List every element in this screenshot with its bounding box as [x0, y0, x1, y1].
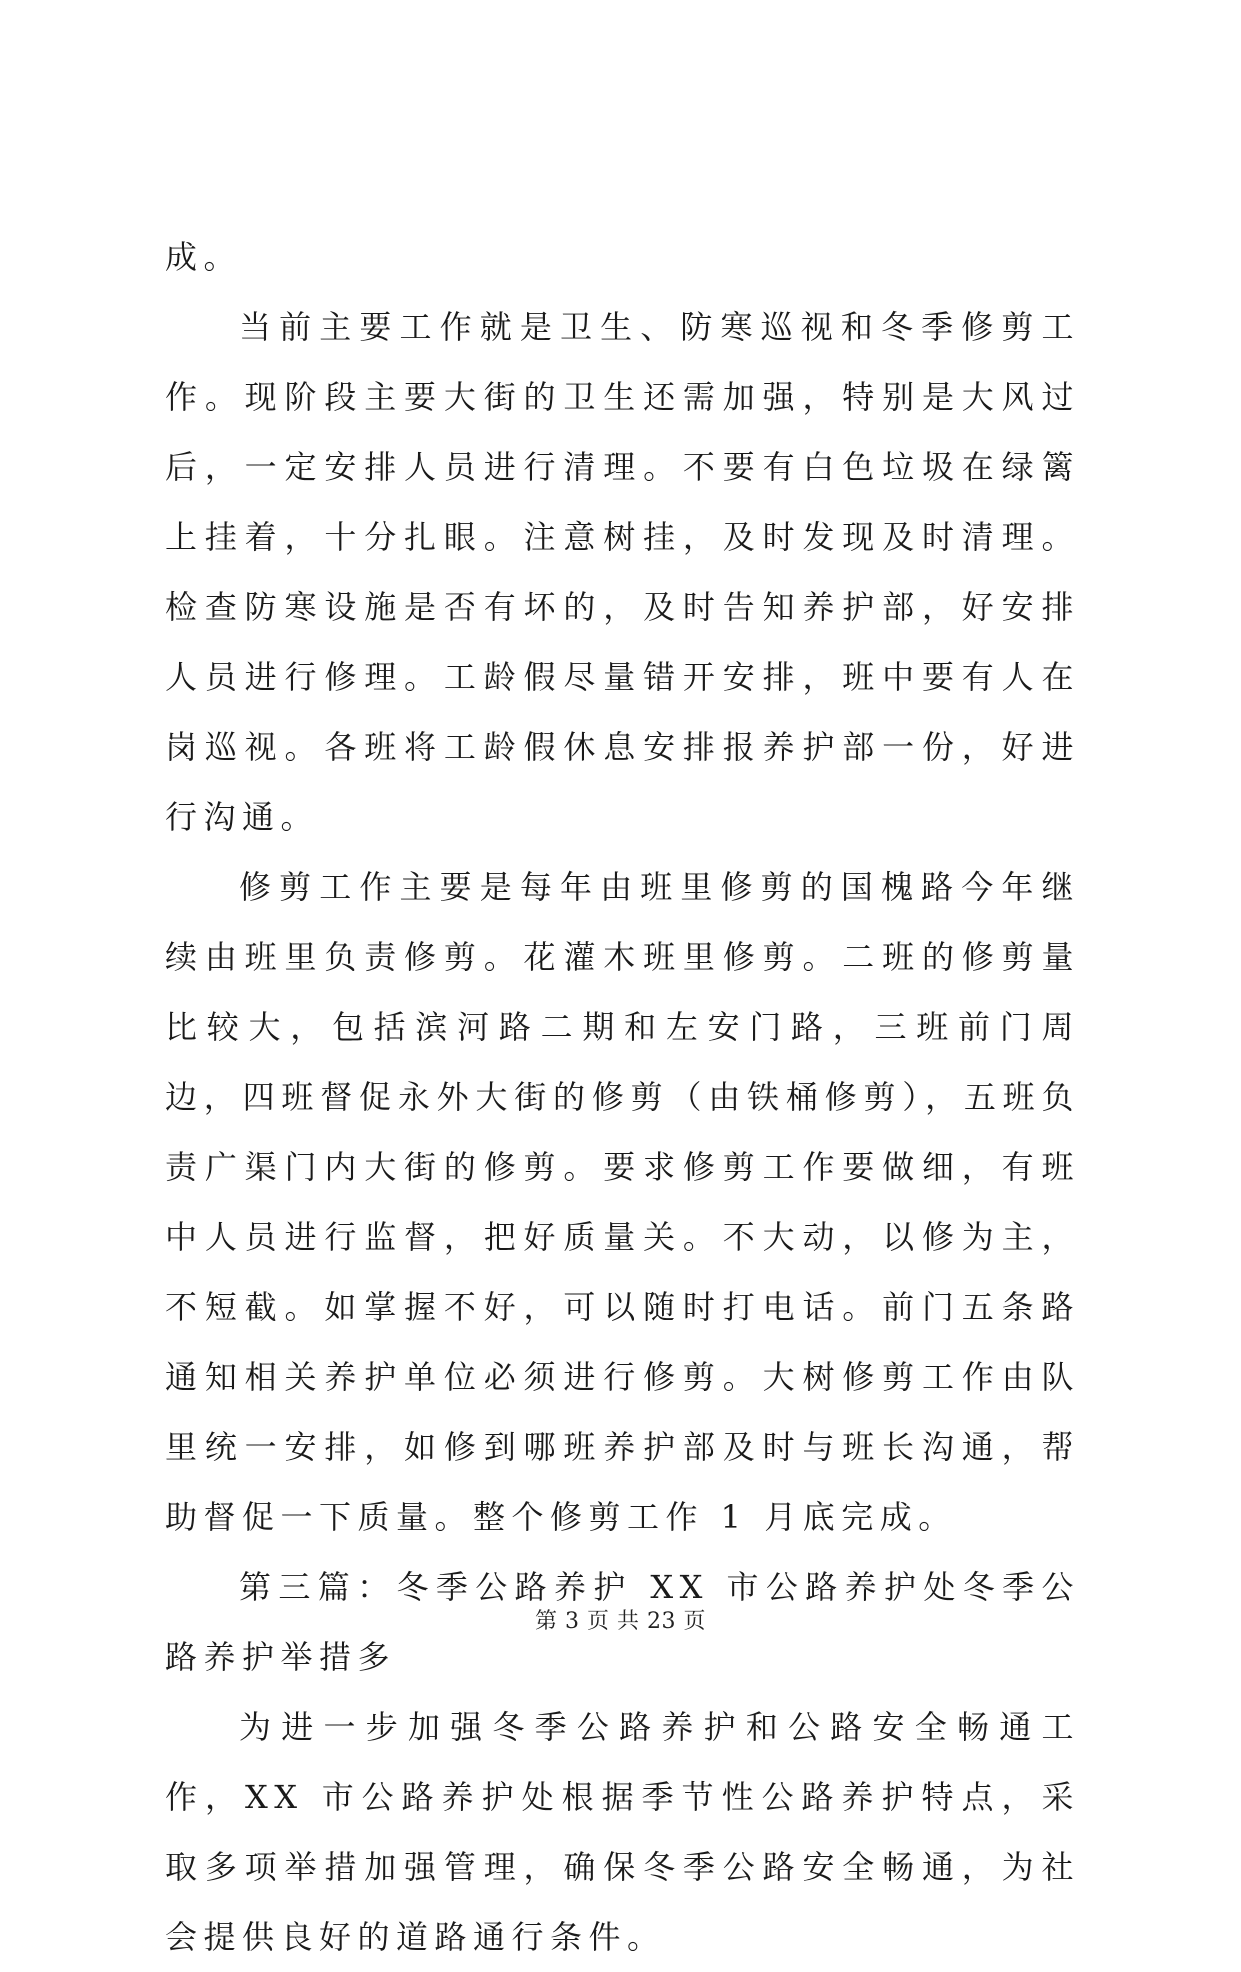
paragraph-continuation: 成。	[165, 238, 243, 276]
document-body	[165, 222, 1080, 1972]
page-number-footer: 第 3 页 共 23 页	[535, 1609, 706, 1634]
paragraph-winter-road-maintenance: 为进一步加强冬季公路养护和公路安全畅通工作，XX 市公路养护处根据季节性公路养护特点，采取多项举措加强管理，确保冬季公路安全畅通，为社会提供良好的道路通行条件。	[165, 1708, 1080, 1956]
paragraph-pruning-work: 修剪工作主要是每年由班里修剪的国槐路今年继续由班里负责修剪。花灌木班里修剪。二班的修剪量比较大，包括滨河路二期和左安门路，三班前门周边，四班督促永外大街的修剪（由铁桶修剪），五班负责广渠门内大街的修剪。要求修剪工作要做细，有班中人员进行监督，把好质量关。不大动，以修为主，不短截。如掌握不好，可以随时打电话。前门五条路通知相关养护单位必须进行修剪。大树修剪工作由队里统一安排，如修到哪班养护部及时与班长沟通，帮助督促一下质量。整个修剪工作 1 月底完成。	[165, 868, 1080, 1536]
section-heading-part-three: 第三篇：冬季公路养护 XX 市公路养护处冬季公路养护举措多	[165, 1568, 1080, 1676]
paragraph-current-work: 当前主要工作就是卫生、防寒巡视和冬季修剪工作。现阶段主要大街的卫生还需加强，特别是大风过后，一定安排人员进行清理。不要有白色垃圾在绿篱上挂着，十分扎眼。注意树挂，及时发现及时清理。检查防寒设施是否有坏的，及时告知养护部，好安排人员进行修理。工龄假尽量错开安排，班中要有人在岗巡视。各班将工龄假休息安排报养护部一份，好进行沟通。	[165, 308, 1080, 836]
